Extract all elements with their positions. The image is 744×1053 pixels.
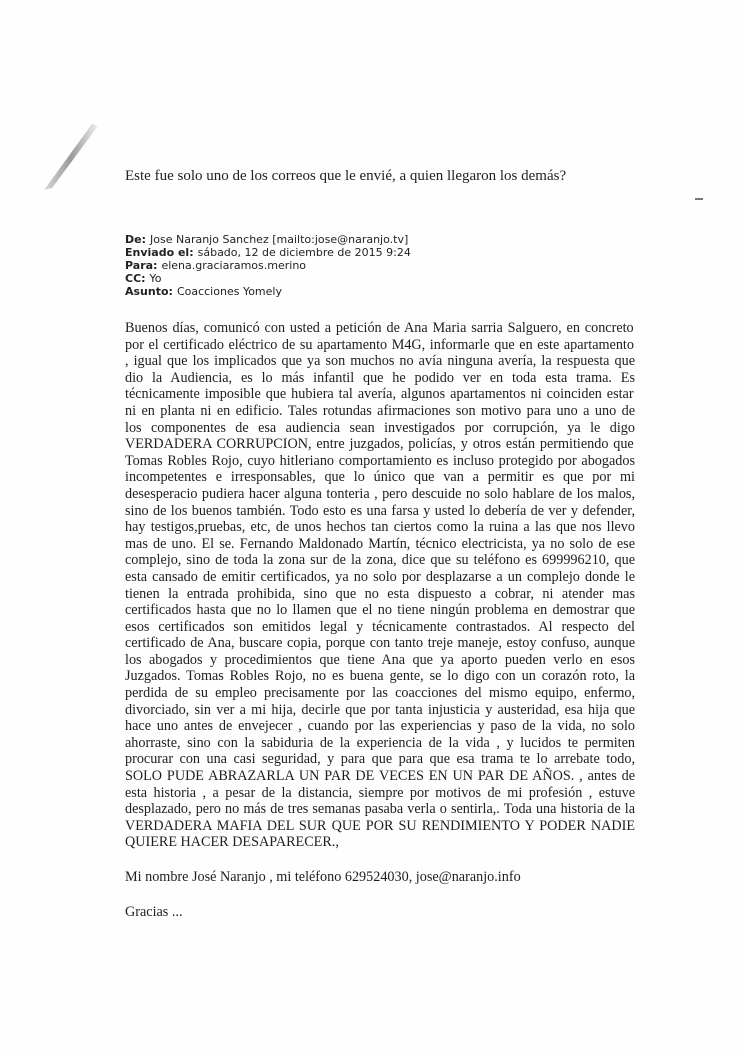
sent-row bbox=[125, 246, 411, 259]
page-fold-shadow-icon bbox=[40, 122, 100, 192]
from-label: De: bbox=[125, 233, 146, 246]
body-line: Tomas Robles Rojo, cuyo hitleriano comportamiento es incluso protegido por abogados bbox=[125, 452, 635, 469]
to-value: elena.graciaramos.merino bbox=[161, 259, 307, 272]
closing-line: Gracias ... bbox=[125, 904, 183, 920]
cc-value: Yo bbox=[149, 272, 162, 285]
body-line: , igual que los implicados que ya son muchos no avía ninguna avería, la respuesta que bbox=[125, 353, 635, 370]
body-line: incompetentes e irresponsables, que lo único que van a permitir es que por mi bbox=[125, 469, 635, 486]
to-label: Para: bbox=[125, 259, 158, 272]
body-line: Buenos días, comunicó con usted a petición de Ana Maria sarria Salguero, en concreto bbox=[125, 320, 634, 336]
body-line: hace uno antes de envejecer , cuando por las experiencias y paso de la vida, no solo bbox=[125, 718, 635, 735]
body-line: por el certificado eléctrico de su apartamento M4G, informarle que en este apartamento bbox=[125, 336, 634, 353]
body-line: ahorraste, sino con la sabiduria de la experiencia de la vida , y lucidos te permiten bbox=[125, 734, 635, 751]
signature-line: Mi nombre José Naranjo , mi teléfono 629524030, jose@naranjo.info bbox=[125, 869, 521, 885]
body-line: divorciado, sin ver a mi hija, decirle que por tanta injusticia y austeridad, esa hija que bbox=[125, 701, 635, 718]
body-line: esta cansado de emitir certificados, ya no solo por desplazarse a un complejo donde le bbox=[125, 568, 635, 585]
body-line: los abogados y procedimientos que tiene Ana que ya aporto pueden verlo en esos bbox=[125, 651, 635, 668]
body-line: QUIERE HACER DESAPARECER., bbox=[125, 834, 339, 851]
body-line: desplazado, pero no más de tres semanas pasaba verla o sentirla,. Toda una historia de la bbox=[125, 801, 635, 818]
body-line: dio la Audiencia, es lo más infantil que he podido ver en toda esta trama. Es bbox=[125, 369, 635, 386]
body-line: procurar con una casi seguridad, y para que para que esa trama te lo arrebate todo, bbox=[125, 751, 635, 768]
body-line: los componentes de esa audiencia sean investigados por corrupción, ya le digo bbox=[125, 419, 635, 436]
body-line: esta historia , a pesar de la distancia, siempre por motivos de mi profesión , estuve bbox=[125, 784, 635, 801]
cc-row bbox=[125, 272, 411, 285]
subject-label: Asunto: bbox=[125, 285, 173, 298]
body-line: mas de uno. El se. Fernando Maldonado Martín, técnico electricista, ya no solo de ese bbox=[125, 535, 635, 552]
body-line: tienen la entrada prohibida, sino que no esta dispuesto a cobrar, ni atender mas bbox=[125, 585, 635, 602]
body-line: VERDADERA MAFIA DEL SUR QUE POR SU RENDIMIENTO Y PODER NADIE bbox=[125, 817, 635, 834]
to-row bbox=[125, 259, 411, 272]
body-line: hay testigos,pruebas, etc, de unos hechos tan ciertos como la ruina a las que nos llevo bbox=[125, 519, 635, 536]
body-line: técnicamente imposible que hubiera tal avería, algunos apartamentos ni coinciden estar bbox=[125, 386, 634, 403]
body-line: sino de los buenos también. Todo esto es una farsa y usted lo debería de ver y defender, bbox=[125, 502, 635, 519]
email-body bbox=[125, 320, 635, 851]
body-line: certificados hasta que no lo llamen que el no tiene ningún problema en demostrar que bbox=[125, 602, 635, 619]
body-line: desesperacio pudiera hacer alguna tonteria , pero descuide no solo hablare de los malos, bbox=[125, 485, 635, 502]
body-line: complejo, sino de toda la zona sur de la zona, dice que su teléfono es 699996210, que bbox=[125, 552, 635, 569]
subject-value: Coacciones Yomely bbox=[176, 285, 282, 298]
body-line: perdida de su empleo precisamente por las coacciones del mismo equipo, enfermo, bbox=[125, 685, 635, 702]
from-value: Jose Naranjo Sanchez [mailto:jose@naranjo.tv] bbox=[150, 233, 409, 246]
body-line: certificado de Ana, buscare copia, porque con tanto treje maneje, estoy confuso, aunque bbox=[125, 635, 635, 652]
body-line: VERDADERA CORRUPCION, entre juzgados, policías, y otros están permitiendo que bbox=[125, 436, 634, 453]
subject-row bbox=[125, 285, 411, 298]
body-line: SOLO PUDE ABRAZARLA UN PAR DE VECES EN UN PAR DE AÑOS. , antes de bbox=[125, 768, 635, 785]
from-row bbox=[125, 233, 411, 246]
email-header bbox=[125, 233, 411, 298]
cc-label: CC: bbox=[125, 272, 146, 285]
body-line: ni en planta ni en edificio. Tales rotundas afirmaciones son motivo para uno a uno de bbox=[125, 402, 635, 419]
body-line: Juzgados. Tomas Robles Rojo, no es buena gente, se lo digo con un corazón roto, la bbox=[125, 668, 635, 685]
intro-line: Este fue solo uno de los correos que le envié, a quien llegaron los demás? bbox=[125, 168, 567, 184]
sent-value: sábado, 12 de diciembre de 2015 9:24 bbox=[197, 246, 411, 259]
body-line: esos certificados son emitidos legal y técnicamente contrastados. Al respecto del bbox=[125, 618, 635, 635]
scan-edge-mark bbox=[695, 198, 703, 200]
sent-label: Enviado el: bbox=[125, 246, 194, 259]
